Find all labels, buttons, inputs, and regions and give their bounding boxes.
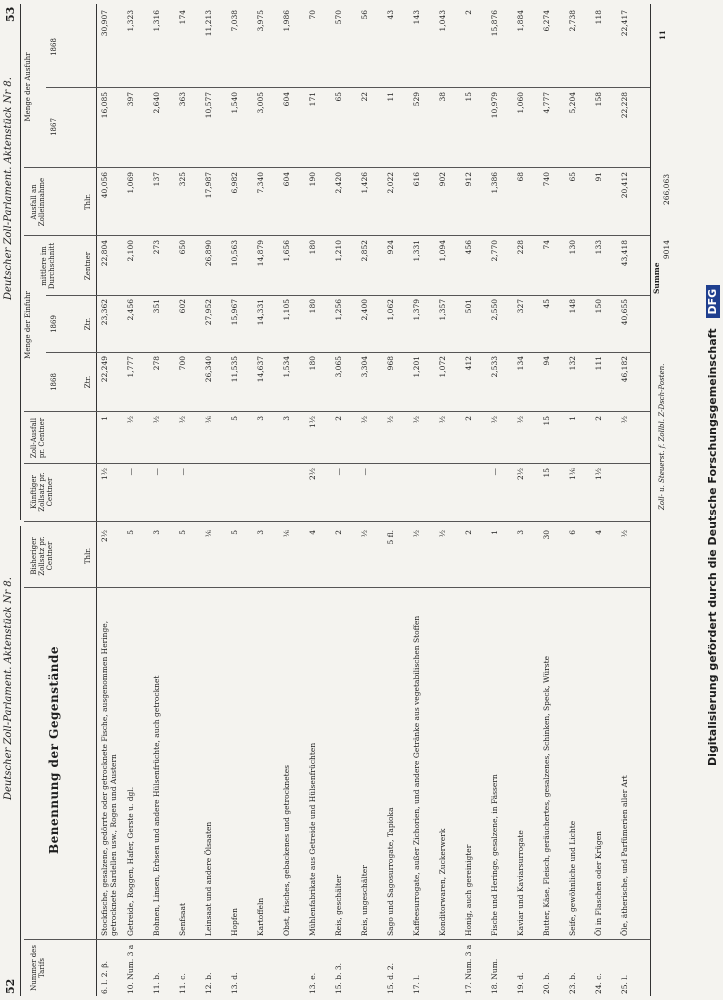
cell-ausfuhr-1867: 4,777 — [542, 92, 551, 114]
cell-ausfuhr-1867: 1,540 — [230, 92, 239, 114]
cell-einfuhr-1868: 94 — [542, 356, 551, 366]
cell-bisher: 4 — [308, 530, 317, 535]
cell-nr: 23. b. — [568, 972, 577, 994]
col-rule — [46, 87, 650, 88]
cell-ausfuhr-1868: 1,043 — [438, 10, 447, 32]
cell-ermaessigung: 1½ — [308, 416, 317, 429]
cell-mittel: 43,418 — [620, 240, 629, 267]
footnote: Zoll- u. Steuerst. f. Zollbl. Z-Dsch-Posten. — [658, 363, 666, 510]
cell-name: Konditorwaren, Zuckerwerk — [438, 828, 447, 936]
cell-ausfuhr-1867: 10,577 — [204, 92, 213, 119]
cell-ausfuhr-1868: 1,323 — [126, 10, 135, 32]
cell-ausfall: 137 — [152, 172, 161, 187]
cell-nr: 13. d. — [230, 972, 239, 994]
col-head-unit-zentner: Zentner — [84, 251, 92, 281]
cell-ausfall: 604 — [282, 172, 291, 187]
cell-nr: 24. c. — [594, 973, 603, 994]
cell-nr: 17. Num. 3 a — [464, 944, 473, 994]
cell-bisher: 2 — [464, 530, 473, 535]
cell-nr: 25. l. — [620, 974, 629, 994]
cell-einfuhr-1869: 1,256 — [334, 299, 343, 321]
cell-kuenftig: 1⅙ — [568, 468, 577, 481]
cell-ausfuhr-1867: 22,228 — [620, 92, 629, 119]
cell-einfuhr-1869: 15,967 — [230, 299, 239, 326]
cell-ermaessigung: 15 — [542, 416, 551, 426]
left-page-header: Deutscher Zoll-Parlament. Aktenstück Nr 8. — [3, 577, 14, 800]
cell-einfuhr-1869: 14,331 — [256, 299, 265, 326]
cell-ausfuhr-1868: 2 — [464, 10, 473, 15]
cell-einfuhr-1869: 1,062 — [386, 299, 395, 321]
cell-ausfuhr-1868: 118 — [594, 10, 603, 25]
cell-ermaessigung: ½ — [490, 416, 499, 424]
cell-ermaessigung: ½ — [412, 416, 421, 424]
cell-kuenftig: — — [360, 468, 369, 476]
cell-mittel: 22,804 — [100, 240, 109, 267]
cell-ausfuhr-1868: 22,417 — [620, 10, 629, 37]
cell-ausfall: 2,420 — [334, 172, 343, 194]
cell-ermaessigung: 3 — [256, 416, 265, 421]
cell-ausfuhr-1867: 1,060 — [516, 92, 525, 114]
cell-bisher: 2½ — [100, 530, 109, 543]
cell-einfuhr-1869: 2,400 — [360, 299, 369, 321]
col-head-unit-ztr-2: Ztr. — [84, 317, 92, 331]
col-rule — [24, 587, 650, 588]
cell-mittel: 1,094 — [438, 240, 447, 262]
cell-ausfuhr-1867: 38 — [438, 92, 447, 102]
cell-einfuhr-1868: 134 — [516, 356, 525, 371]
cell-ausfuhr-1867: 3,005 — [256, 92, 265, 114]
right-page-number: 53 — [4, 6, 17, 22]
cell-einfuhr-1868: 700 — [178, 356, 187, 371]
cell-ausfall: 2,022 — [386, 172, 395, 194]
cell-ausfall: 902 — [438, 172, 447, 187]
cell-mittel: 1,331 — [412, 240, 421, 262]
cell-einfuhr-1869: 150 — [594, 299, 603, 314]
cell-einfuhr-1869: 2,456 — [126, 299, 135, 321]
cell-name: Reis, ungeschälter — [360, 865, 369, 936]
cell-einfuhr-1869: 45 — [542, 299, 551, 309]
left-page-number: 52 — [4, 978, 17, 994]
cell-bisher: ⅙ — [204, 530, 213, 538]
cell-nr: 12. b. — [204, 972, 213, 994]
cell-ausfuhr-1867: 15 — [464, 92, 473, 102]
cell-kuenftig: — — [152, 468, 161, 476]
cell-name: Fische und Heringe, gesalzene, in Fässern — [490, 774, 499, 936]
cell-nr: 10. Num. 3 a — [126, 944, 135, 994]
cell-einfuhr-1868: 2,533 — [490, 356, 499, 378]
cell-name: Kaffeesurrogate, außer Zichorien, und andere Getränke aus vegetabilischen Stoffen — [412, 615, 421, 936]
cell-ausfuhr-1867: 158 — [594, 92, 603, 107]
cell-ausfall: 20,412 — [620, 172, 629, 199]
cell-nr: 17. l. — [412, 974, 421, 994]
cell-ausfall: 65 — [568, 172, 577, 182]
cell-einfuhr-1868: 3,304 — [360, 356, 369, 378]
cell-ausfall: 1,386 — [490, 172, 499, 194]
cell-bisher: 30 — [542, 530, 551, 540]
cell-ausfuhr-1867: 363 — [178, 92, 187, 107]
col-rule — [24, 167, 650, 168]
cell-nr: 15. b. 3. — [334, 962, 343, 994]
cell-bisher: ½ — [360, 530, 369, 538]
cell-bisher: 5 fl. — [386, 530, 395, 545]
col-rule — [46, 352, 650, 353]
cell-einfuhr-1868: 412 — [464, 356, 473, 371]
col-head-1869: 1869 — [50, 315, 58, 333]
cell-name: Sago und Sagosurrogate, Tapioka — [386, 807, 395, 936]
cell-bisher: ½ — [412, 530, 421, 538]
cell-mittel: 2,852 — [360, 240, 369, 262]
cell-ausfuhr-1867: 22 — [360, 92, 369, 102]
cell-kuenftig: 2½ — [308, 468, 317, 481]
col-head-unit-ztr-1: Ztr. — [84, 375, 92, 389]
cell-ausfuhr-1867: 16,085 — [100, 92, 109, 119]
cell-ausfuhr-1868: 1,316 — [152, 10, 161, 32]
cell-ermaessigung: ½ — [178, 416, 187, 424]
sheet-number: 11 — [658, 30, 667, 40]
cell-bisher: 2 — [334, 530, 343, 535]
col-head-1867: 1867 — [50, 118, 58, 136]
cell-ermaessigung: ⅙ — [204, 416, 213, 424]
cell-bisher: 4 — [594, 530, 603, 535]
cell-ausfuhr-1868: 1,986 — [282, 10, 291, 32]
cell-ausfall: 912 — [464, 172, 473, 187]
cell-mittel: 14,879 — [256, 240, 265, 267]
cell-bisher: ⅙ — [282, 530, 291, 538]
cell-name: Öle, ätherische, und Parfümerien aller Art — [620, 775, 629, 936]
cell-ausfuhr-1868: 15,876 — [490, 10, 499, 37]
cell-ermaessigung: ½ — [360, 416, 369, 424]
cell-nr: 11. c. — [178, 973, 187, 994]
cell-ermaessigung: 1 — [568, 416, 577, 421]
cell-name: Öl in Flaschen oder Krügen — [594, 831, 603, 936]
cell-name: Reis, geschälter — [334, 874, 343, 936]
col-rule — [24, 463, 650, 464]
cell-name: Hopfen — [230, 908, 239, 936]
cell-ausfuhr-1867: 397 — [126, 92, 135, 107]
cell-nr: 15. d. 2. — [386, 962, 395, 994]
col-head-einfuhr-group: Menge der Einfuhr — [24, 291, 32, 359]
cell-einfuhr-1869: 327 — [516, 299, 525, 314]
cell-ausfuhr-1868: 2,738 — [568, 10, 577, 32]
cell-einfuhr-1868: 1,534 — [282, 356, 291, 378]
col-rule — [24, 939, 650, 940]
cell-mittel: 26,890 — [204, 240, 213, 267]
cell-ausfall: 1,426 — [360, 172, 369, 194]
cell-bisher: 6 — [568, 530, 577, 535]
cell-nr: 13. e. — [308, 972, 317, 994]
cell-name: Kaviar und Kaviarsurrogate — [516, 830, 525, 936]
cell-einfuhr-1868: 46,182 — [620, 356, 629, 383]
cell-einfuhr-1869: 23,362 — [100, 299, 109, 326]
cell-kuenftig: — — [126, 468, 135, 476]
cell-mittel: 924 — [386, 240, 395, 255]
cell-ermaessigung: ½ — [386, 416, 395, 424]
cell-ausfall: 740 — [542, 172, 551, 187]
cell-ausfall: 91 — [594, 172, 603, 182]
cell-ausfall: 40,056 — [100, 172, 109, 199]
cell-ausfuhr-1867: 65 — [334, 92, 343, 102]
col-rule — [24, 235, 650, 236]
cell-einfuhr-1869: 148 — [568, 299, 577, 314]
total-ausfall: 266,063 — [662, 174, 671, 206]
cell-einfuhr-1868: 111 — [594, 356, 603, 371]
cell-mittel: 2,770 — [490, 240, 499, 262]
cell-einfuhr-1868: 22,249 — [100, 356, 109, 383]
cell-ausfuhr-1867: 171 — [308, 92, 317, 107]
cell-einfuhr-1869: 27,952 — [204, 299, 213, 326]
cell-nr: 20. b. — [542, 972, 551, 994]
cell-bisher: 5 — [178, 530, 187, 535]
cell-einfuhr-1868: 14,637 — [256, 356, 265, 383]
cell-name: Leinsaat und andere Ölsaaten — [204, 821, 213, 936]
cell-ausfuhr-1867: 604 — [282, 92, 291, 107]
cell-einfuhr-1868: 180 — [308, 356, 317, 371]
cell-einfuhr-1869: 501 — [464, 299, 473, 314]
total-label: Summe — [652, 262, 661, 294]
left-header-rule — [20, 526, 21, 996]
cell-ausfuhr-1868: 30,907 — [100, 10, 109, 37]
right-page-header: Deutscher Zoll-Parlament. Aktenstück Nr 8. — [3, 77, 14, 300]
cell-mittel: 180 — [308, 240, 317, 255]
cell-einfuhr-1868: 1,072 — [438, 356, 447, 378]
cell-mittel: 228 — [516, 240, 525, 255]
cell-kuenftig: — — [490, 468, 499, 476]
cell-ermaessigung: 2 — [464, 416, 473, 421]
col-head-unit-thlr-left: Thlr. — [84, 547, 92, 565]
col-head-benennung: Benennung der Gegenstände — [47, 645, 61, 855]
cell-einfuhr-1868: 3,065 — [334, 356, 343, 378]
cell-ermaessigung: ½ — [126, 416, 135, 424]
cell-einfuhr-1868: 968 — [386, 356, 395, 371]
cell-name: Mühlenfabrikate aus Getreide und Hülsenfrüchten — [308, 742, 317, 936]
cell-ermaessigung: 2 — [334, 416, 343, 421]
col-head-bisheriger: Bisheriger Zollsatz pr. Centner — [30, 536, 54, 576]
col-head-kuenftiger: Künftiger Zollsatz pr. Centner — [30, 472, 54, 512]
cell-mittel: 1,210 — [334, 240, 343, 262]
cell-ausfuhr-1868: 7,038 — [230, 10, 239, 32]
cell-nr: 11. b. — [152, 972, 161, 994]
cell-mittel: 650 — [178, 240, 187, 255]
cell-ermaessigung: 3 — [282, 416, 291, 421]
cell-kuenftig: 2½ — [516, 468, 525, 481]
cell-bisher: 5 — [230, 530, 239, 535]
cell-nr: 18. Num. — [490, 958, 499, 994]
dfg-sidebar — [703, 6, 723, 766]
cell-name: Senfsaat — [178, 903, 187, 936]
cell-ausfall: 6,982 — [230, 172, 239, 194]
col-head-unit-thlr-right: Thlr. — [84, 193, 92, 211]
cell-einfuhr-1868: 1,201 — [412, 356, 421, 378]
cell-mittel: 1,656 — [282, 240, 291, 262]
cell-ausfuhr-1867: 10,979 — [490, 92, 499, 119]
right-header-rule — [20, 4, 21, 520]
cell-ausfuhr-1868: 143 — [412, 10, 421, 25]
cell-mittel: 74 — [542, 240, 551, 250]
cell-einfuhr-1869: 602 — [178, 299, 187, 314]
cell-mittel: 456 — [464, 240, 473, 255]
cell-einfuhr-1869: 1,105 — [282, 299, 291, 321]
cell-ermaessigung: 2 — [594, 416, 603, 421]
cell-ausfuhr-1868: 174 — [178, 10, 187, 25]
cell-ausfall: 1,069 — [126, 172, 135, 194]
cell-ermaessigung: ½ — [516, 416, 525, 424]
cell-ausfall: 7,340 — [256, 172, 265, 194]
cell-kuenftig: — — [178, 468, 187, 476]
cell-bisher: 5 — [126, 530, 135, 535]
cell-name: Seife, gewöhnliche und Lichte — [568, 820, 577, 936]
cell-name: Honig, auch gereinigter — [464, 844, 473, 936]
col-head-ausfuhr-group: Menge der Ausfuhr — [24, 52, 32, 122]
cell-ausfuhr-1867: 529 — [412, 92, 421, 107]
cell-ausfall: 616 — [412, 172, 421, 187]
table-bottom-rule — [650, 4, 651, 996]
cell-name: Butter, Käse, Fleisch, geräuchertes, gesalzenes, Schinken, Speck, Würste — [542, 655, 551, 936]
cell-ermaessigung: ½ — [152, 416, 161, 424]
cell-ausfall: 190 — [308, 172, 317, 187]
cell-ermaessigung: ½ — [438, 416, 447, 424]
cell-einfuhr-1868: 1,777 — [126, 356, 135, 378]
cell-name: Bohnen, Linsen, Erbsen und andere Hülsenfrüchte, auch getrocknet — [152, 675, 161, 936]
cell-bisher: ½ — [620, 530, 629, 538]
col-head-nummer: Nummer des Tarifs — [30, 945, 46, 991]
col-head-mittel: mittlere im Durchschnitt — [40, 242, 56, 290]
cell-einfuhr-1869: 1,357 — [438, 299, 447, 321]
page-gutter-rule — [24, 521, 650, 522]
col-head-ausfall: Ausfall an Zolleinnahme — [30, 177, 46, 227]
cell-bisher: 1 — [490, 530, 499, 535]
cell-einfuhr-1869: 2,550 — [490, 299, 499, 321]
cell-mittel: 10,563 — [230, 240, 239, 267]
cell-ausfuhr-1868: 11,213 — [204, 10, 213, 37]
cell-ausfuhr-1868: 43 — [386, 10, 395, 20]
cell-kuenftig: — — [334, 468, 343, 476]
cell-name: Obst, frisches, gebackenes und getrocknetes — [282, 765, 291, 936]
cell-name: Kartoffeln — [256, 897, 265, 936]
col-head-ermaessigung: Zoll-Ausfall pr. Centner — [30, 417, 46, 459]
cell-name: Getreide, Roggen, Hafer, Gerste u. dgl. — [126, 786, 135, 936]
cell-ermaessigung: 1 — [100, 416, 109, 421]
cell-ermaessigung: 5 — [230, 416, 239, 421]
cell-mittel: 273 — [152, 240, 161, 255]
cell-ausfuhr-1867: 5,204 — [568, 92, 577, 114]
total-mittel: 9014 — [662, 240, 671, 260]
col-head-1868b: 1868 — [50, 38, 58, 56]
col-head-1868: 1868 — [50, 373, 58, 391]
cell-ausfuhr-1867: 11 — [386, 92, 395, 102]
cell-einfuhr-1868: 132 — [568, 356, 577, 371]
cell-kuenftig: 1½ — [100, 468, 109, 481]
cell-ausfuhr-1868: 56 — [360, 10, 369, 20]
cell-einfuhr-1869: 1,379 — [412, 299, 421, 321]
cell-kuenftig: 15 — [542, 468, 551, 478]
col-rule — [46, 295, 650, 296]
cell-nr: 19. d. — [516, 972, 525, 994]
cell-ausfuhr-1868: 1,884 — [516, 10, 525, 32]
cell-einfuhr-1868: 278 — [152, 356, 161, 371]
cell-einfuhr-1869: 351 — [152, 299, 161, 314]
column-header-rule — [96, 4, 97, 996]
cell-einfuhr-1869: 180 — [308, 299, 317, 314]
cell-name: Stockfische, gesalzene, gedörrte oder getrocknete Fische, ausgenommen Heringe, getrocknete Sardellen usw., Rogen und Austern — [100, 620, 118, 936]
cell-ausfall: 68 — [516, 172, 525, 182]
col-rule — [24, 411, 650, 412]
cell-mittel: 2,100 — [126, 240, 135, 262]
dfg-logo: DFG — [706, 285, 720, 319]
cell-ausfall: 325 — [178, 172, 187, 187]
cell-ausfuhr-1868: 70 — [308, 10, 317, 20]
cell-mittel: 130 — [568, 240, 577, 255]
cell-nr: 6. l. 2. β. — [100, 961, 109, 994]
cell-bisher: 3 — [152, 530, 161, 535]
cell-kuenftig: 1½ — [594, 468, 603, 481]
cell-ausfuhr-1868: 570 — [334, 10, 343, 25]
cell-ausfuhr-1868: 6,274 — [542, 10, 551, 32]
cell-einfuhr-1869: 40,655 — [620, 299, 629, 326]
dfg-caption: Digitalisierung gefördert durch die Deutsche Forschungsgemeinschaft — [706, 328, 719, 766]
cell-bisher: 3 — [256, 530, 265, 535]
cell-mittel: 133 — [594, 240, 603, 255]
cell-ausfuhr-1867: 2,640 — [152, 92, 161, 114]
cell-einfuhr-1868: 26,340 — [204, 356, 213, 383]
cell-bisher: ½ — [438, 530, 447, 538]
cell-ausfuhr-1868: 3,975 — [256, 10, 265, 32]
cell-ausfall: 17,987 — [204, 172, 213, 199]
cell-bisher: 3 — [516, 530, 525, 535]
cell-einfuhr-1868: 11,535 — [230, 356, 239, 383]
cell-ermaessigung: ½ — [620, 416, 629, 424]
